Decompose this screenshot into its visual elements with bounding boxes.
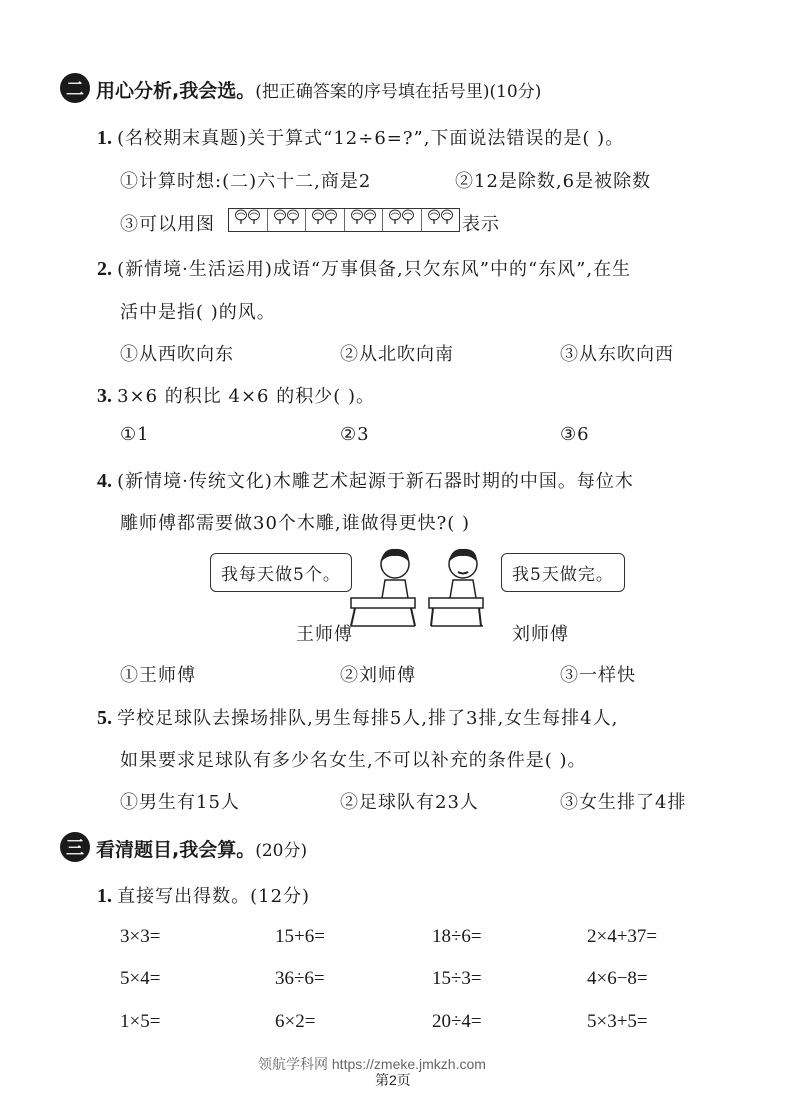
q4-option-1: ①王师傅 — [120, 665, 196, 686]
calc-item: 2×4+37= — [587, 926, 658, 947]
speech-bubble-right: 我5天做完。 — [501, 553, 625, 592]
tree-icon — [235, 209, 247, 229]
calc-item: 5×4= — [120, 968, 161, 989]
question-1 — [97, 124, 624, 150]
calc-item: 5×3+5= — [587, 1011, 648, 1032]
calc-item: 15+6= — [275, 926, 325, 947]
tree-icon — [248, 209, 260, 229]
question-4 — [97, 467, 634, 493]
calc-item: 20÷4= — [432, 1011, 482, 1032]
question-number: 2. — [97, 258, 112, 280]
calc-item: 1×5= — [120, 1011, 161, 1032]
q4-option-3: ③一样快 — [560, 665, 636, 686]
tree-cell — [422, 209, 460, 231]
question-number: 5. — [97, 707, 112, 729]
woodcarver-illustration — [345, 546, 485, 638]
section-3-title: 看清题目,我会算。 — [96, 839, 256, 861]
q3-option-1: ①1 — [120, 424, 150, 445]
question-2 — [97, 255, 631, 281]
tree-cell — [345, 209, 384, 231]
section-badge-3: 三 — [60, 832, 90, 862]
calc-item: 6×2= — [275, 1011, 316, 1032]
q2-option-2: ②从北吹向南 — [340, 344, 454, 365]
tree-icon — [287, 209, 299, 229]
carver-liu-icon — [429, 549, 483, 626]
section-2-note: (把正确答案的序号填在括号里)(10分) — [255, 82, 542, 102]
section-3-heading — [96, 835, 307, 862]
q1-option-3-prefix: ③可以用图 — [120, 214, 215, 235]
question-text: 学校足球队去操场排队,男生每排5人,排了3排,女生每排4人, — [117, 708, 619, 729]
tree-icon — [428, 209, 440, 229]
question-5 — [97, 704, 618, 730]
calc-item: 18÷6= — [432, 926, 482, 947]
calc-question-1 — [97, 882, 310, 908]
question-text: 直接写出得数。(12分) — [117, 886, 311, 907]
q1-option-1: ①计算时想:(二)六十二,商是2 — [120, 171, 372, 192]
speech-bubble-left: 我每天做5个。 — [210, 553, 352, 592]
question-number: 1. — [97, 885, 112, 907]
question-4-line-2: 雕师傅都需要做30个木雕,谁做得更快?( ) — [120, 513, 471, 534]
q3-option-2: ②3 — [340, 424, 370, 445]
tree-icon — [402, 209, 414, 229]
tree-icon — [441, 209, 453, 229]
calc-item: 36÷6= — [275, 968, 325, 989]
tree-icon — [389, 209, 401, 229]
q3-option-3: ③6 — [560, 424, 590, 445]
carver-wang-icon — [351, 549, 415, 626]
tree-cell — [268, 209, 307, 231]
calc-item: 3×3= — [120, 926, 161, 947]
question-2-line-2: 活中是指( )的风。 — [120, 302, 276, 323]
question-3 — [97, 382, 375, 408]
section-badge-2: 二 — [60, 73, 90, 103]
question-text: (新情境·生活运用)成语“万事俱备,只欠东风”中的“东风”,在生 — [117, 259, 632, 280]
question-number: 1. — [97, 127, 112, 149]
q1-option-2: ②12是除数,6是被除数 — [455, 171, 652, 192]
section-2-heading — [96, 76, 541, 103]
q2-option-1: ①从西吹向东 — [120, 344, 234, 365]
tree-cell — [229, 209, 268, 231]
tree-icon — [325, 209, 337, 229]
tree-icon — [274, 209, 286, 229]
section-2-title: 用心分析,我会选。 — [96, 80, 256, 102]
question-text: (名校期末真题)关于算式“12÷6=?”,下面说法错误的是( )。 — [117, 128, 625, 149]
tree-cell — [383, 209, 422, 231]
calc-item: 15÷3= — [432, 968, 482, 989]
tree-grid-diagram — [228, 208, 460, 232]
carver-name-left: 王师傅 — [296, 624, 353, 645]
footer-watermark: 领航学科网 https://zmeke.jmkzh.com — [258, 1056, 486, 1072]
tree-cell — [306, 209, 345, 231]
tree-icon — [312, 209, 324, 229]
question-number: 4. — [97, 470, 112, 492]
question-text: (新情境·传统文化)木雕艺术起源于新石器时期的中国。每位木 — [117, 471, 634, 492]
tree-icon — [351, 209, 363, 229]
calc-item: 4×6−8= — [587, 968, 648, 989]
question-5-line-2: 如果要求足球队有多少名女生,不可以补充的条件是( )。 — [120, 750, 587, 771]
question-number: 3. — [97, 385, 112, 407]
tree-icon — [364, 209, 376, 229]
section-3-note: (20分) — [255, 841, 308, 861]
q5-option-1: ①男生有15人 — [120, 792, 240, 813]
q5-option-2: ②足球队有23人 — [340, 792, 479, 813]
q1-option-3-suffix: 表示 — [462, 214, 500, 235]
q2-option-3: ③从东吹向西 — [560, 344, 674, 365]
carver-name-right: 刘师傅 — [512, 624, 569, 645]
q5-option-3: ③女生排了4排 — [560, 792, 687, 813]
page-number: 第2页 — [375, 1072, 411, 1088]
question-text: 3×6 的积比 4×6 的积少( )。 — [117, 386, 375, 407]
q4-option-2: ②刘师傅 — [340, 665, 416, 686]
